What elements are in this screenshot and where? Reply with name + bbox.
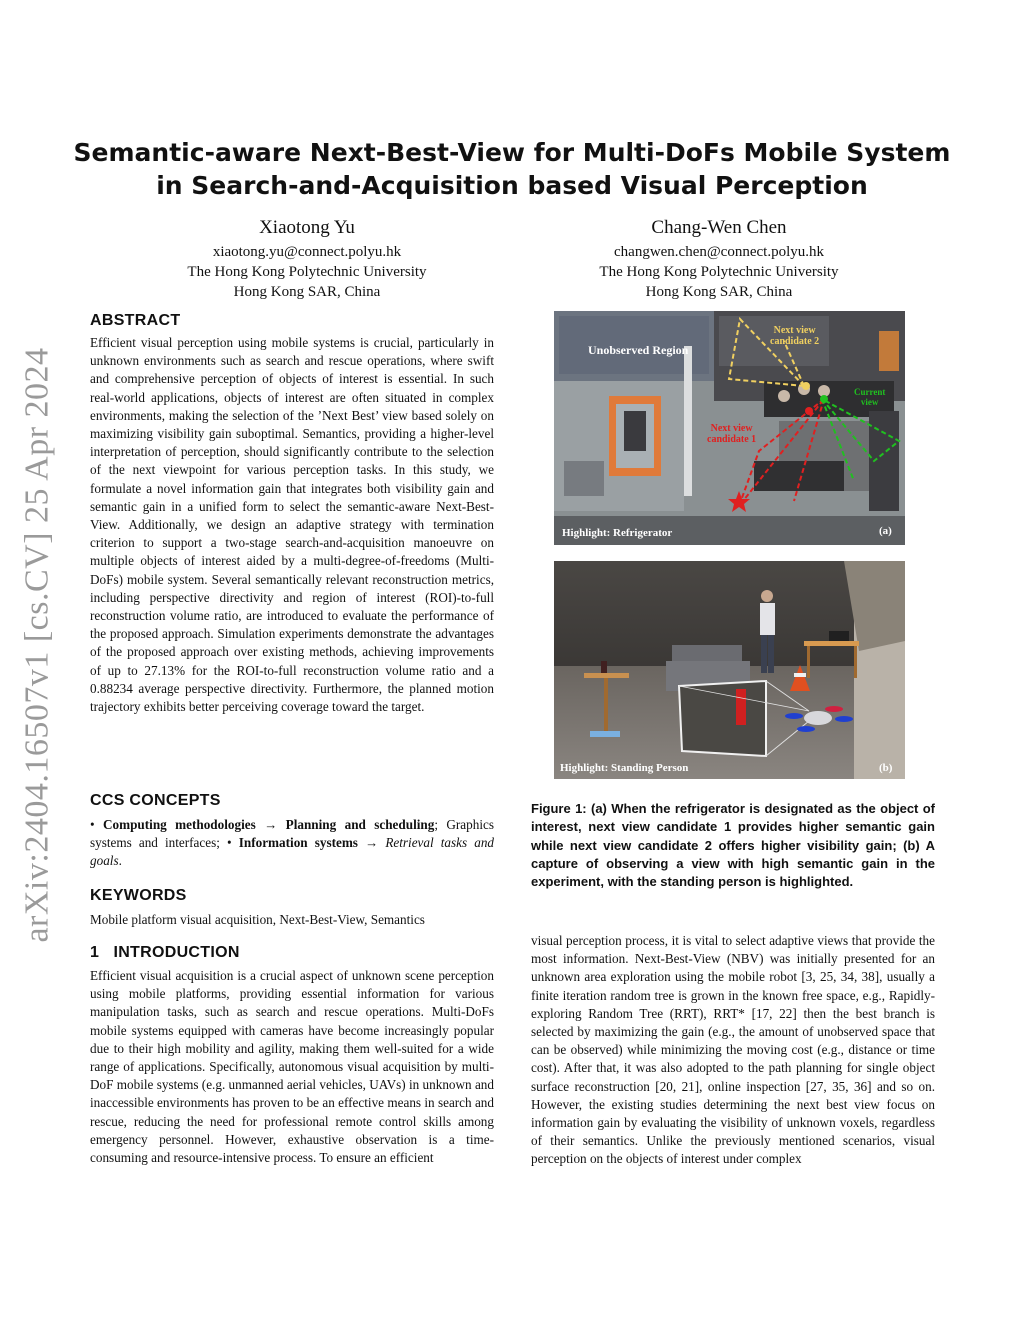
ccs-end: .: [118, 853, 122, 869]
ccs-heading: CCS CONCEPTS: [90, 792, 221, 809]
author-name: Chang-Wen Chen: [651, 217, 787, 238]
candidate-1-label: Next view candidate 1: [707, 423, 757, 445]
current-view-label: Current view: [854, 387, 886, 407]
abstract-heading: ABSTRACT: [90, 312, 181, 329]
arxiv-stamp: [8, 347, 68, 943]
author-email: xiaotong.yu@connect.polyu.hk: [212, 244, 402, 260]
ccs-section: [90, 792, 494, 871]
author-email: changwen.chen@connect.polyu.hk: [614, 244, 824, 260]
figure-1b: [554, 561, 905, 779]
figure-caption: Figure 1: (a) When the refrigerator is designated as the object of interest, next view candidate 1 provides higher semantic gain while next view candidate 2 offers higher visibility gain; (b) A capture of observing a view with high semantic gain in the experiment, with the standing person is highlighted.: [531, 801, 935, 890]
paper-title: Semantic-aware Next-Best-View for Multi-DoFs Mobile System in Search-and-Acquisition based Visual Perception: [73, 138, 951, 200]
unobserved-region-label: Unobserved Region: [588, 343, 689, 357]
ccs-bullet: •: [227, 835, 232, 851]
abstract-section: [90, 312, 494, 716]
author-affiliation: The Hong Kong Polytechnic University: [599, 264, 839, 280]
figure-1a: [554, 311, 905, 545]
ccs-bullet: •: [90, 817, 95, 832]
candidate-2-point: [802, 382, 810, 390]
intro-section: [90, 944, 494, 1167]
camera-view-frame: [679, 681, 766, 756]
author-location: Hong Kong SAR, China: [233, 284, 381, 300]
author-affiliation: The Hong Kong Polytechnic University: [187, 264, 427, 280]
ccs-concept: Information systems: [238, 835, 358, 851]
ccs-arrow: →: [357, 835, 386, 851]
drone-icon: [804, 711, 832, 725]
highlight-label: Highlight: Refrigerator: [562, 527, 673, 539]
ccs-text: [90, 816, 494, 871]
candidate-1-point: [805, 407, 813, 415]
panel-tag: (b): [879, 762, 893, 774]
highlight-label: Highlight: Standing Person: [560, 762, 689, 774]
person-head: [761, 590, 773, 602]
panel-tag: (a): [879, 525, 892, 537]
candidate-2-label: Next view candidate 2: [770, 325, 820, 347]
keywords-text: Mobile platform visual acquisition, Next-Best-View, Semantics: [90, 912, 425, 927]
ccs-concept: Computing methodologies: [103, 817, 256, 832]
author-name: Xiaotong Yu: [259, 217, 355, 238]
figure-1b-scene: [554, 561, 905, 779]
intro-text-right: visual perception process, it is vital to select adaptive views that provide the most information. Next-Best-View (NBV) was initially presented for an unknown area exploration using the mobile robot [3, 25, 34, 38], usually a finite iteration random tree is grown in the known free space, e.g., Rapidly-exploring Random Tree (RRT), RRT* [17, 22] then the best branch is selected by maximizing the gain (e.g., the amount of unobserved space that can be observed) while minimizing the moving cost (e.g., distance or time cost). After that, it was also adopted to the path planning for single object surface reconstruction [20, 21], online inspection [27, 35, 36] and so on. However, the existing studies determining the next best view focus on information gain by evaluating the visibility of unknown voxels, regardless of their semantics. Unlike the previously mentioned scenarios, visual perception on the objects of interest under complex: [531, 933, 935, 1167]
ccs-concept: Planning and scheduling: [285, 817, 435, 832]
current-view-point: [820, 395, 828, 403]
intro-text-left: Efficient visual acquisition is a crucial aspect of unknown scene perception using mobile platforms, providing essential information for various manipulation tasks, such as search and rescue operations. Multi-DoFs mobile systems equipped with cameras have become increasingly popular due to their high mobility and agility, making them well-suited for a wide range of applications. Specifically, autonomous visual acquisition by multi-DoF mobile systems (e.g. unmanned aerial vehicles, UAVs) in unknown and inaccessible environments has proven to be an effective means in search and rescue, reducing the need for professional remote control skills among emergency personnel. However, exhaustive observation is a time-consuming and resource-intensive process. To ensure an efficient: [90, 968, 494, 1166]
ccs-arrow: →: [255, 817, 286, 832]
section-number: 1: [90, 944, 100, 961]
author-location: Hong Kong SAR, China: [645, 284, 793, 300]
keywords-section: [90, 887, 494, 929]
author-block-1: [127, 216, 487, 302]
intro-continued: [531, 932, 935, 1169]
abstract-text: Efficient visual perception using mobile systems is crucial, particularly in unknown environments such as search and rescue operations, where swift and comprehensive perception of objects of interest is essential. In such real-world applications, objects of interest are often situated in complex environments, making the selection of the ’Next Best’ view based solely on maximizing visibility gain suboptimal. Semantics, providing a higher-level interpretation of perception, should significantly contribute to the selection of the next viewpoint for various perception tasks. In this study, we formulate a novel information gain that integrates both visibility gain and semantic gain in a unified form to select the semantic-aware Next-Best-View. Additionally, we design an adaptive strategy with termination criterion to support a two-stage search-and-acquisition manoeuvre on multiple objects of interest aided by a multi-degree-of-freedoms (Multi-DoFs) mobile system. Several semantically relevant reconstruction metrics, including perspective directivity and region of interest (ROI)-to-full reconstruction volume ratio, are introduced to evaluate the performance of the proposed approach. Simulation experiments demonstrate the advantages of the proposed approach over existing methods, achieving improvements of up to 27.13% for the ROI-to-full reconstruction volume ratio and a 0.88234 average perspective directivity. Furthermore, the planned motion trajectory exhibits better perceiving coverage toward the target.: [90, 335, 494, 715]
section-title: INTRODUCTION: [113, 944, 240, 961]
arxiv-id: arXiv:2404.16507v1 [cs.CV] 25 Apr 2024: [19, 347, 56, 943]
ccs-separator: ; Graphics systems and interfaces;: [90, 817, 494, 851]
ccs-concept: Retrieval tasks and goals: [90, 835, 495, 869]
intro-heading: [90, 944, 494, 962]
author-block-2: [539, 216, 899, 302]
keywords-heading: KEYWORDS: [90, 887, 187, 904]
